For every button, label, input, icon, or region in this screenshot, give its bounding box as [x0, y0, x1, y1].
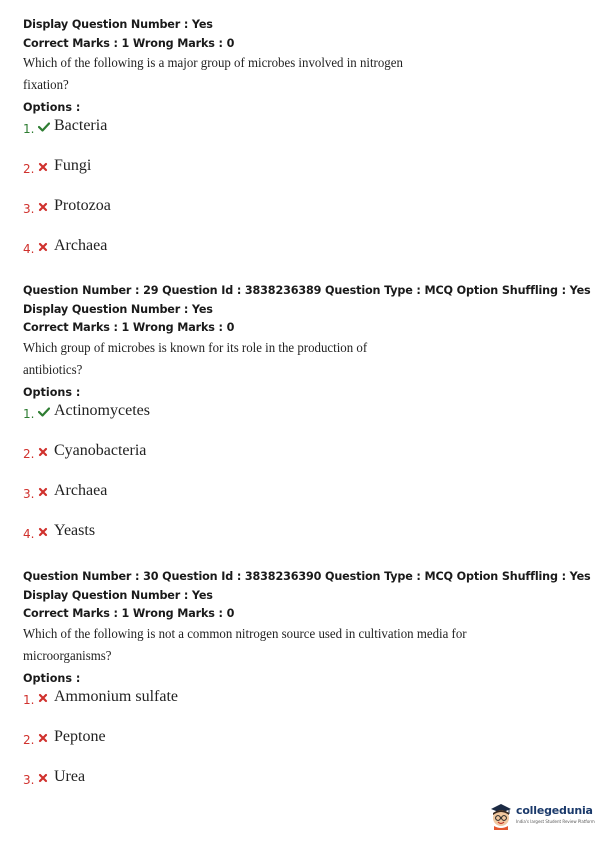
- cross-icon: [38, 733, 52, 743]
- option-3: [23, 196, 583, 236]
- display-question-number: Display Question Number : Yes: [23, 588, 213, 602]
- option-text: Yeasts: [54, 521, 96, 539]
- marks-info: Correct Marks : 1 Wrong Marks : 0: [23, 36, 235, 50]
- option-4: [23, 236, 583, 276]
- options-label: Options :: [23, 671, 81, 685]
- option-text: Bacteria: [54, 117, 108, 134]
- option-number: 4.: [23, 526, 35, 541]
- question-header: Question Number : 29 Question Id : 3838236389 Question Type : MCQ Option Shuffling : Yes: [23, 284, 591, 297]
- options-label: Options :: [23, 101, 81, 114]
- check-icon: [38, 407, 52, 417]
- option-number: 2.: [23, 732, 35, 747]
- display-question-number: Display Question Number : Yes: [23, 302, 213, 316]
- cross-icon: [38, 773, 52, 783]
- marks-info: Correct Marks : 1 Wrong Marks : 0: [23, 607, 235, 620]
- option-2: [23, 441, 583, 481]
- question-block-28: [23, 16, 583, 276]
- question-text-line-1: Which of the following is not a common nitrogen source used in cultivation media for: [23, 626, 467, 642]
- cross-icon: [38, 162, 52, 172]
- cross-icon: [38, 242, 52, 252]
- option-text: Cyanobacteria: [54, 441, 147, 459]
- question-text: Which of the following is a major group of microbes involved in nitrogen fixation?: [23, 56, 403, 93]
- question-header: Question Number : 30 Question Id : 3838236390 Question Type : MCQ Option Shuffling : Yes: [23, 570, 591, 583]
- question-block-30: [23, 568, 591, 807]
- option-2: [23, 156, 583, 196]
- options-label: Options :: [23, 385, 81, 399]
- option-2: [23, 727, 583, 767]
- option-3: [23, 481, 583, 521]
- logo-brand-text: collegedunia: [516, 804, 593, 817]
- option-text: Protozoa: [54, 197, 111, 214]
- option-text: Archaea: [54, 237, 108, 254]
- cross-icon: [38, 527, 52, 537]
- option-text: Actinomycetes: [54, 401, 150, 419]
- option-number: 3.: [23, 772, 35, 787]
- check-icon: [38, 122, 52, 132]
- option-number: 2.: [23, 162, 35, 176]
- option-number: 3.: [23, 486, 35, 501]
- mascot-icon: [488, 800, 514, 830]
- marks-info: Correct Marks : 1 Wrong Marks : 0: [23, 321, 235, 334]
- option-1: [23, 401, 583, 441]
- display-question-number: Display Question Number : Yes: [23, 18, 213, 31]
- question-block-29: [23, 282, 591, 561]
- question-text-line-2: microorganisms?: [23, 648, 112, 664]
- question-text: Which group of microbes is known for its role in the production of antibiotics?: [23, 340, 368, 378]
- option-1: [23, 116, 583, 156]
- option-number: 4.: [23, 242, 35, 256]
- option-number: 1.: [23, 692, 35, 707]
- option-number: 1.: [23, 122, 35, 136]
- cross-icon: [38, 693, 52, 703]
- cross-icon: [38, 202, 52, 212]
- cross-icon: [38, 487, 52, 497]
- option-1: [23, 687, 583, 727]
- option-number: 2.: [23, 446, 35, 461]
- option-text: Archaea: [54, 481, 108, 499]
- option-number: 1.: [23, 406, 35, 421]
- option-number: 3.: [23, 202, 35, 216]
- option-text: Ammonium sulfate: [54, 687, 178, 705]
- option-text: Urea: [54, 767, 86, 785]
- collegedunia-logo: [488, 800, 595, 834]
- cross-icon: [38, 447, 52, 457]
- option-text: Peptone: [54, 727, 106, 745]
- option-4: [23, 521, 583, 561]
- option-text: Fungi: [54, 157, 92, 174]
- logo-tagline: India's largest Student Review Platform: [516, 819, 595, 824]
